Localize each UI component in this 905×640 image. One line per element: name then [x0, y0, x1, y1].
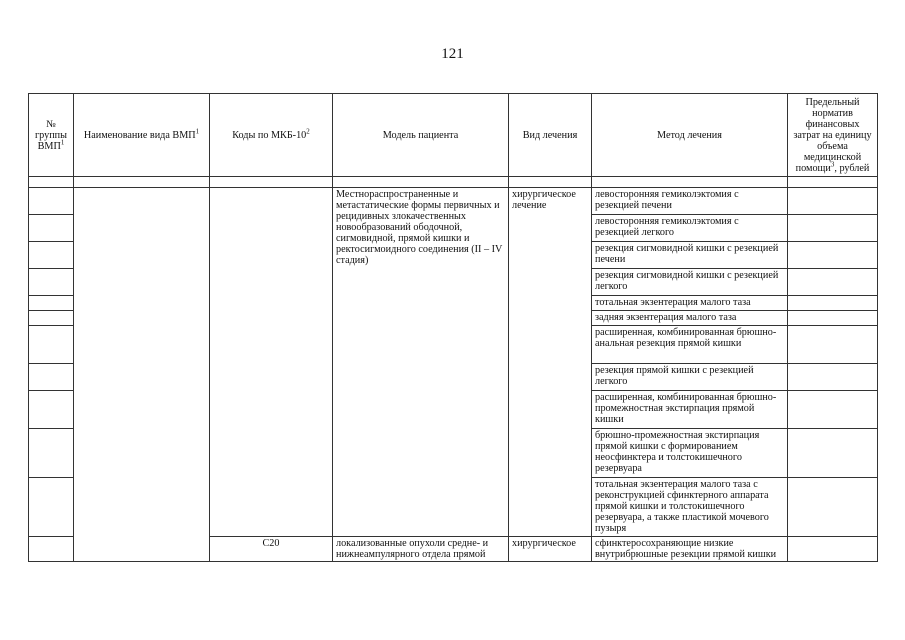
header-icd-codes: Коды по МКБ-$10^2$: [210, 94, 333, 177]
cell-method: расширенная, комбинированная брюшно-анальная резекция прямой кишки: [592, 326, 788, 364]
table-spacer-row: [29, 177, 878, 188]
header-cost-norm: Предельный норматив финансовых затрат на единицу объема медицинской помощи$^3$, рублей: [788, 94, 878, 177]
cell-method: резекция сигмовидной кишки с резекцией печени: [592, 242, 788, 269]
header-treatment-method: Метод лечения: [592, 94, 788, 177]
header-patient-model: Модель пациента: [333, 94, 509, 177]
cell-method: тотальная экзентерация малого таза: [592, 296, 788, 311]
table-header-row: [29, 94, 878, 177]
cell-vmp-name: [74, 188, 210, 562]
cell-treatment-type: хирургическое лечение: [509, 188, 592, 537]
header-treatment-type: Вид лечения: [509, 94, 592, 177]
cell-treatment-type: хирургическое: [509, 537, 592, 562]
cell-method: резекция прямой кишки с резекцией легкого: [592, 364, 788, 391]
cell-method: расширенная, комбинированная брюшно-промежностная экстирпация прямой кишки: [592, 391, 788, 429]
cell-method: сфинктеросохраняющие низкие внутрибрюшные резекции прямой кишки: [592, 537, 788, 562]
cell-patient-model: локализованные опухоли средне- и нижнеампулярного отдела прямой: [333, 537, 509, 562]
cell-method: задняя экзентерация малого таза: [592, 311, 788, 326]
table-row: [29, 188, 878, 215]
cell-patient-model: Местнораспространенные и метастатические формы первичных и рецидивных злокачественных новообразований ободочной, сигмовидной, прямой кишки и ректосигмоидного соединения (II – IV стадия): [333, 188, 509, 537]
cell-method: брюшно-промежностная экстирпация прямой кишки с формированием неосфинктера и толстокишечного резервуара: [592, 429, 788, 478]
cell-method: левосторонняя гемиколэктомия с резекцией печени: [592, 188, 788, 215]
header-vmp-name: Наименование вида ВМП$^1$: [74, 94, 210, 177]
cell-icd-code: C20: [210, 537, 333, 562]
cell-method: левосторонняя гемиколэктомия с резекцией легкого: [592, 215, 788, 242]
cell-method: тотальная экзентерация малого таза с реконструкцией сфинктерного аппарата прямой кишки и толстокишечного резервуара, а также пластикой мочевого пузыря: [592, 478, 788, 537]
vmp-table: [28, 93, 878, 562]
header-group-number: № группы ВМП$^1$: [29, 94, 74, 177]
cell-icd-codes: [210, 188, 333, 537]
page-number: 121: [441, 46, 464, 62]
cell-method: резекция сигмовидной кишки с резекцией легкого: [592, 269, 788, 296]
